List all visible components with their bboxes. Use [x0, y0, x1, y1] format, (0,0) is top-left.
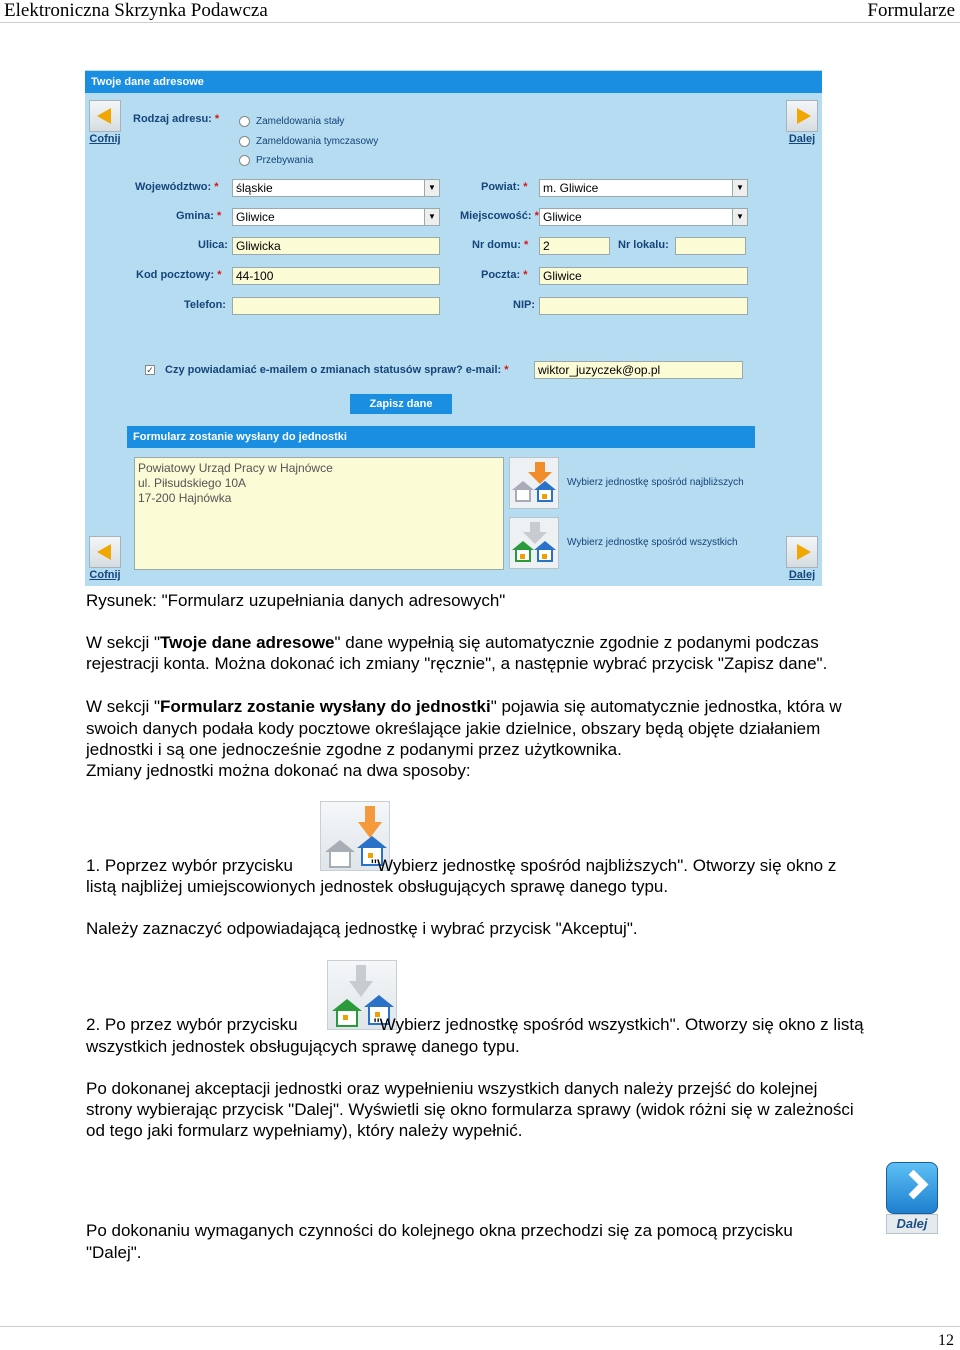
paragraph-address-2: rejestracji konta. Można dokonać ich zmiany "ręcznie", a następnie wybrać przycisk "Zapisz dane". [86, 654, 828, 673]
method-1-line-2: listą najbliżej umiejscowionych jednostek obsługujących sprawę danego typu. [86, 877, 669, 896]
paragraph-accept-2: strony wybierając przycisk "Dalej". Wyświetli się okno formularza sprawy (widok różni się w zależności [86, 1100, 854, 1119]
house-number-label: Nr domu: * [472, 239, 529, 251]
next-button-bottom[interactable]: Dalej [784, 536, 820, 582]
paragraph-unit-3: jednostki i są one jednocześnie zgodne z podanymi przez użytkownika. [86, 740, 622, 759]
street-label: Ulica: [198, 239, 228, 251]
paragraph-accept-1: Po dokonanej akceptacji jednostki oraz wypełnieniu wszystkich danych należy przejść do kolejnej [86, 1079, 818, 1098]
next-button-top[interactable]: Dalej [784, 100, 820, 146]
house-number-input[interactable]: 2 [539, 237, 610, 255]
county-label: Powiat: * [481, 181, 528, 193]
paragraph-accept-3: od tego jaki formularz wypełniamy), który należy wypełnić. [86, 1121, 523, 1140]
pick-nearest-unit-button[interactable] [509, 457, 559, 509]
address-type-label: Rodzaj adresu: * [133, 113, 220, 125]
unit-address-textarea[interactable]: Powiatowy Urząd Pracy w Hajnówce ul. Piłsudskiego 10A 17-200 Hajnówka [134, 457, 504, 570]
document-header-title: Elektroniczna Skrzynka Podawcza [4, 0, 268, 21]
arrow-right-icon [797, 108, 811, 124]
voivodeship-select[interactable]: śląskie ▼ [232, 179, 440, 197]
voivodeship-label: Województwo: * [135, 181, 219, 193]
page-number: 12 [938, 1332, 954, 1349]
chevron-down-icon: ▼ [424, 180, 439, 196]
back-button-top[interactable]: Cofnij [87, 100, 123, 146]
post-office-label: Poczta: * [481, 269, 528, 281]
back-button-bottom[interactable]: Cofnij [87, 536, 123, 582]
chevron-down-icon: ▼ [424, 209, 439, 225]
email-input[interactable]: wiktor_juzyczek@op.pl [534, 361, 743, 379]
postal-code-label: Kod pocztowy: * [136, 269, 222, 281]
arrow-right-icon [797, 544, 811, 560]
unit-section-header: Formularz zostanie wysłany do jednostki [127, 426, 755, 448]
arrow-right-icon [886, 1162, 938, 1214]
pick-all-label[interactable]: Wybierz jednostkę spośród wszystkich [567, 537, 738, 548]
address-form-screenshot [85, 70, 822, 586]
house-icon [515, 490, 531, 502]
paragraph-address-1: W sekcji "Twoje dane adresowe" dane wypełnią się automatycznie zgodnie z podanymi podczas [86, 633, 819, 652]
flat-number-label: Nr lokalu: [618, 239, 669, 251]
phone-input[interactable] [232, 297, 440, 315]
paragraph-next-1: Po dokonaniu wymaganych czynności do kolejnego okna przechodzi się za pomocą przycisku [86, 1221, 793, 1240]
nip-input[interactable] [539, 297, 748, 315]
commune-label: Gmina: * [176, 210, 222, 222]
pick-all-units-button[interactable] [509, 517, 559, 569]
document-header-section: Formularze [867, 0, 955, 21]
method-1-line-1: 1. Poprzez wybór przycisku "Wybierz jednostkę spośród najbliższych". Otworzy się okno z [86, 856, 837, 875]
pick-nearest-label[interactable]: Wybierz jednostkę spośród najbliższych [567, 477, 744, 488]
county-select[interactable]: m. Gliwice ▼ [539, 179, 748, 197]
paragraph-unit-1: W sekcji "Formularz zostanie wysłany do jednostki" pojawia się automatycznie jednostka, która w [86, 697, 842, 716]
notify-checkbox[interactable]: ✓ [146, 365, 154, 375]
figure-caption: Rysunek: "Formularz uzupełniania danych adresowych" [86, 591, 506, 610]
phone-label: Telefon: [184, 299, 226, 311]
paragraph-unit-2: swoich danych podała kody pocztowe określające jakie dzielnice, obszary będą objęte działaniem [86, 719, 821, 738]
commune-select[interactable]: Gliwice ▼ [232, 208, 440, 226]
radio-address-stay[interactable]: Przebywania [239, 155, 313, 167]
method-2-line-1: 2. Po przez wybór przycisku "Wybierz jednostkę spośród wszystkich". Otworzy się okno z listą [86, 1015, 864, 1034]
notify-label: Czy powiadamiać e-mailem o zmianach statusów spraw? e-mail: * [165, 364, 509, 376]
flat-number-input[interactable] [675, 237, 746, 255]
method-1-line-3: Należy zaznaczyć odpowiadającą jednostkę i wybrać przycisk "Akceptuj". [86, 919, 638, 938]
street-input[interactable]: Gliwicka [232, 237, 440, 255]
arrow-left-icon [97, 544, 111, 560]
locality-label: Miejscowość: * [460, 210, 539, 222]
arrow-left-icon [97, 108, 111, 124]
save-data-button[interactable]: Zapisz dane [350, 394, 452, 414]
footer-rule [0, 1326, 960, 1327]
address-section-header: Twoje dane adresowe [85, 71, 822, 93]
method-2-line-2: wszystkich jednostek obsługujących sprawę danego typu. [86, 1037, 520, 1056]
radio-address-temporary[interactable]: Zameldowania tymczasowy [239, 136, 378, 148]
post-office-input[interactable]: Gliwice [539, 267, 748, 285]
dalej-button-image: Dalej [886, 1162, 938, 1236]
header-rule [0, 22, 960, 23]
paragraph-unit-4: Zmiany jednostki można dokonać na dwa sposoby: [86, 761, 471, 780]
radio-address-permanent[interactable]: Zameldowania stały [239, 116, 344, 128]
postal-code-input[interactable]: 44-100 [232, 267, 440, 285]
nip-label: NIP: [513, 299, 535, 311]
chevron-down-icon: ▼ [732, 209, 747, 225]
chevron-down-icon: ▼ [732, 180, 747, 196]
paragraph-next-2: "Dalej". [86, 1243, 142, 1262]
locality-select[interactable]: Gliwice ▼ [539, 208, 748, 226]
